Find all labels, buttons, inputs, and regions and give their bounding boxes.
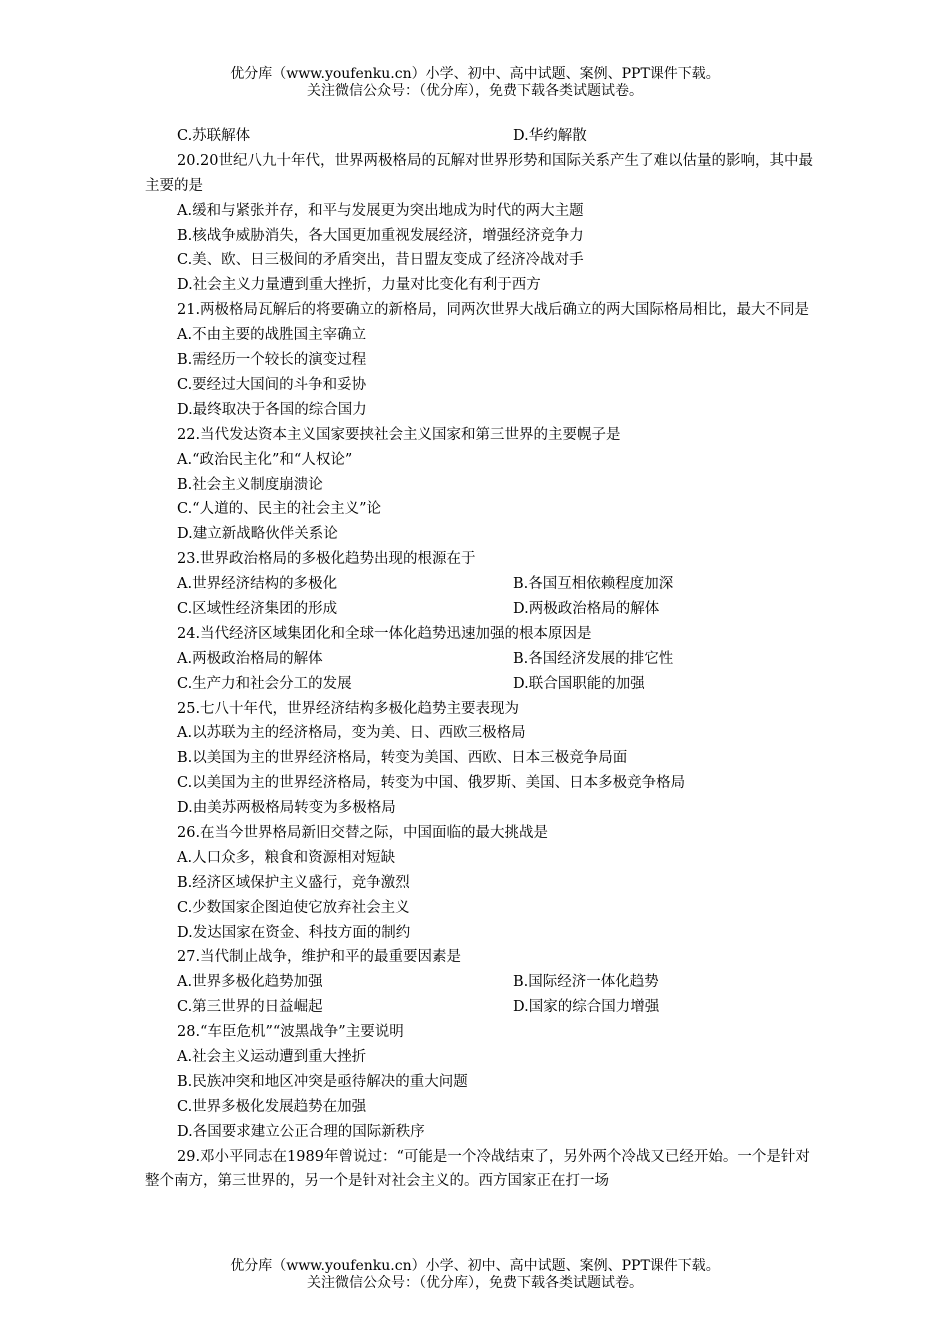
- q19-option-c: C.苏联解体: [177, 128, 251, 144]
- q23-stem: 23.世界政治格局的多极化趋势出现的根源在于: [177, 551, 476, 568]
- q21-option-c: C.要经过大国间的斗争和妥协: [177, 376, 367, 393]
- q21-option-d: D.最终取决于各国的综合国力: [177, 401, 367, 418]
- footer-line-1: 优分库（www.youfenku.cn）小学、初中、高中试题、案例、PPT课件下载。: [230, 1258, 720, 1274]
- q26-option-c: C.少数国家企图迫使它放弃社会主义: [177, 899, 410, 916]
- q28-option-d: D.各国要求建立公正合理的国际新秩序: [177, 1123, 425, 1140]
- q27-option-d: D.国家的综合国力增强: [513, 999, 660, 1016]
- q21-option-a: A.不由主要的战胜国主宰确立: [177, 327, 367, 344]
- q24-stem: 24.当代经济区域集团化和全球一体化趋势迅速加强的根本原因是: [177, 625, 592, 642]
- q22-option-a: A.“政治民主化”和“人权论”: [177, 451, 353, 468]
- q24-option-a: A.两极政治格局的解体: [177, 650, 323, 667]
- page-header: [0, 66, 950, 100]
- q20-stem: 20.20世纪八九十年代，世界两极格局的瓦解对世界形势和国际关系产生了难以估量的影响，其中最主要的是: [145, 152, 814, 194]
- q26-option-d: D.发达国家在资金、科技方面的制约: [177, 924, 411, 941]
- q20-option-a: A.缓和与紧张并存，和平与发展更为突出地成为时代的两大主题: [177, 202, 584, 219]
- q22-option-d: D.建立新战略伙伴关系论: [177, 526, 338, 543]
- q26-stem: 26.在当今世界格局新旧交替之际，中国面临的最大挑战是: [177, 824, 549, 841]
- q27-option-a: A.世界多极化趋势加强: [177, 974, 323, 991]
- document-body: [145, 124, 817, 1194]
- q20-option-d: D.社会主义力量遭到重大挫折，力量对比变化有利于西方: [177, 277, 541, 294]
- q23-options-row-2: [145, 597, 817, 622]
- q20-option-b: B.核战争威胁消失，各大国更加重视发展经济，增强经济竞争力: [177, 227, 584, 244]
- q22-option-b: B.社会主义制度崩溃论: [177, 476, 323, 493]
- q21-stem: 21.两极格局瓦解后的将要确立的新格局，同两次世界大战后确立的两大国际格局相比，最大不同是: [177, 302, 810, 319]
- q25-stem: 25.七八十年代，世界经济结构多极化趋势主要表现为: [177, 700, 520, 717]
- q26-option-a: A.人口众多，粮食和资源相对短缺: [177, 849, 396, 866]
- q27-stem: 27.当代制止战争，维护和平的最重要因素是: [177, 949, 462, 966]
- header-line-1: 优分库（www.youfenku.cn）小学、初中、高中试题、案例、PPT课件下载。: [230, 66, 720, 82]
- q23-options-row-1: [145, 572, 817, 597]
- q24-option-b: B.各国经济发展的排它性: [513, 650, 674, 667]
- q25-option-b: B.以美国为主的世界经济格局，转变为美国、西欧、日本三极竞争局面: [177, 750, 628, 767]
- q27-option-c: C.第三世界的日益崛起: [177, 999, 323, 1016]
- q27-options-row-1: [145, 970, 817, 995]
- q24-option-c: C.生产力和社会分工的发展: [177, 675, 352, 692]
- q19-option-d: D.华约解散: [513, 128, 587, 144]
- q22-stem: 22.当代发达资本主义国家要挟社会主义国家和第三世界的主要幌子是: [177, 426, 621, 443]
- q25-option-a: A.以苏联为主的经济格局，变为美、日、西欧三极格局: [177, 725, 526, 742]
- q24-options-row-2: [145, 672, 817, 697]
- q25-option-d: D.由美苏两极格局转变为多极格局: [177, 800, 396, 817]
- footer-line-2: 关注微信公众号：（优分库），免费下载各类试题试卷。: [307, 1275, 643, 1291]
- q20-option-c: C.美、欧、日三极间的矛盾突出，昔日盟友变成了经济冷战对手: [177, 252, 584, 269]
- q28-option-a: A.社会主义运动遭到重大挫折: [177, 1049, 367, 1065]
- q23-option-a: A.世界经济结构的多极化: [177, 576, 338, 593]
- q23-option-c: C.区域性经济集团的形成: [177, 600, 338, 617]
- q24-option-d: D.联合国职能的加强: [513, 675, 645, 692]
- q22-option-c: C.“人道的、民主的社会主义”论: [177, 501, 382, 518]
- q23-option-d: D.两极政治格局的解体: [513, 600, 660, 617]
- q27-option-b: B.国际经济一体化趋势: [513, 974, 659, 991]
- q29-stem: 29.邓小平同志在1989年曾说过：“可能是一个冷战结束了，另外两个冷战又已经开始。一个是针对整个南方，第三世界的，另一个是针对社会主义的。西方国家正在打一场: [145, 1148, 810, 1190]
- q27-options-row-2: [145, 995, 817, 1020]
- q28-option-c: C.世界多极化发展趋势在加强: [177, 1098, 367, 1115]
- header-line-2: 关注微信公众号：（优分库），免费下载各类试题试卷。: [307, 83, 643, 99]
- page-footer: [0, 1258, 950, 1292]
- q25-option-c: C.以美国为主的世界经济格局，转变为中国、俄罗斯、美国、日本多极竞争格局: [177, 775, 686, 792]
- q23-option-b: B.各国互相依赖程度加深: [513, 576, 674, 593]
- q24-options-row-1: [145, 647, 817, 672]
- q19-options-row: [145, 124, 817, 149]
- q28-option-b: B.民族冲突和地区冲突是亟待解决的重大问题: [177, 1073, 468, 1090]
- q21-option-b: B.需经历一个较长的演变过程: [177, 352, 367, 369]
- q28-stem: 28.“车臣危机”“波黑战争”主要说明: [177, 1024, 404, 1041]
- q26-option-b: B.经济区域保护主义盛行，竞争激烈: [177, 874, 410, 891]
